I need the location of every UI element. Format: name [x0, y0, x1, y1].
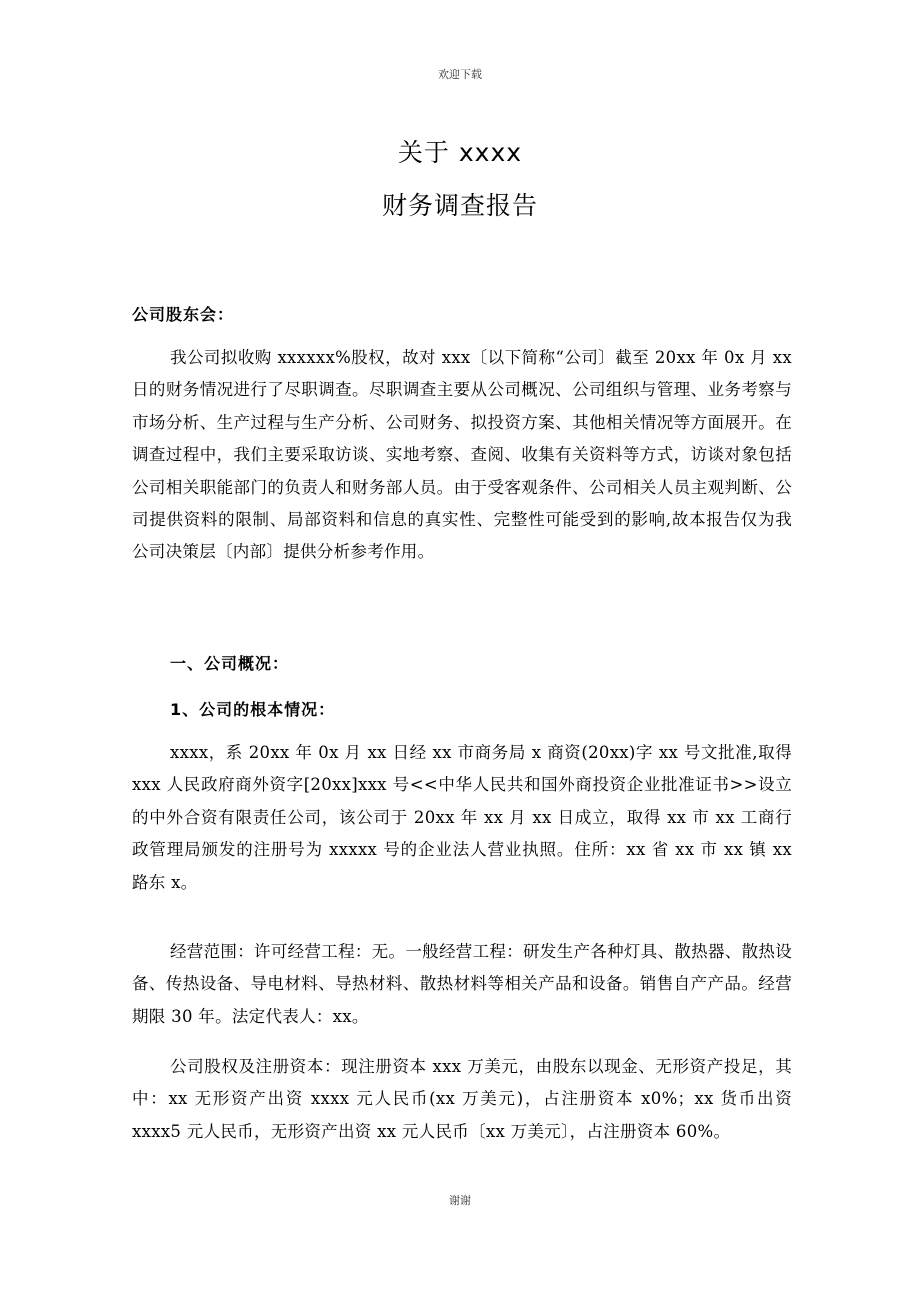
report-title-line2: 财务调查报告 [381, 191, 538, 220]
report-title-line1: 关于 xxxx [397, 138, 523, 167]
intro-paragraph: 我公司拟收购 xxxxxx%股权，故对 xxx〔以下简称“公司〕截至 20xx 年 0x 月 xx 日的财务情况进行了尽职调查。尽职调查主要从公司概况、公司组织与管理、业务考察与市场分析、生产过程与生产分析、公司财务、拟投资方案、其他相关情况等方面展开。在调查过程中，我们主要采取访谈、实地考察、查阅、收集有关资料等方式，访谈对象包括公司相关职能部门的负责人和财务部人员。由于受客观条件、公司相关人员主观判断、公司提供资料的限制、局部资料和信息的真实性、完整性可能受到的影响,故本报告仅为我公司决策层〔内部〕提供分析参考作用。 [132, 348, 792, 562]
section-heading-overview: 一、公司概况： [170, 654, 290, 673]
page-footer: 谢谢 [449, 1194, 471, 1207]
registered-capital-paragraph: 公司股权及注册资本：现注册资本 xxx 万美元，由股东以现金、无形资产投足，其中：xx 无形资产出资 xxxx 元人民币(xx 万美元)，占注册资本 x0%；xx 货币出资 xxxx5 元人民币，无形资产出资 xx 元人民币〔xx 万美元〕，占注册资本 60%。 [132, 1057, 792, 1141]
basic-info-paragraph: xxxx，系 20xx 年 0x 月 xx 日经 xx 市商务局 x 商资(20xx)字 xx 号文批准,取得 xxx 人民政府商外资字[20xx]xxx 号<<中华人民共和国外商投资企业批准证书>>设立的中外合资有限责任公司，该公司于 20xx 年 xx 月 xx 日成立，取得 xx 市 xx 工商行政管理局颁发的注册号为 xxxxx 号的企业法人营业执照。住所：xx 省 xx 市 xx 镇 xx 路东 x。 [132, 743, 792, 892]
business-scope-paragraph: 经营范围：许可经营工程：无。一般经营工程：研发生产各种灯具、散热器、散热设备、传热设备、导电材料、导热材料、散热材料等相关产品和设备。销售自产产品。经营期限 30 年。法定代表人：xx。 [132, 942, 792, 1026]
page-header: 欢迎下载 [438, 68, 482, 81]
salutation: 公司股东会： [132, 305, 235, 324]
subsection-heading-basic-info: 1、公司的根本情况： [170, 700, 336, 719]
